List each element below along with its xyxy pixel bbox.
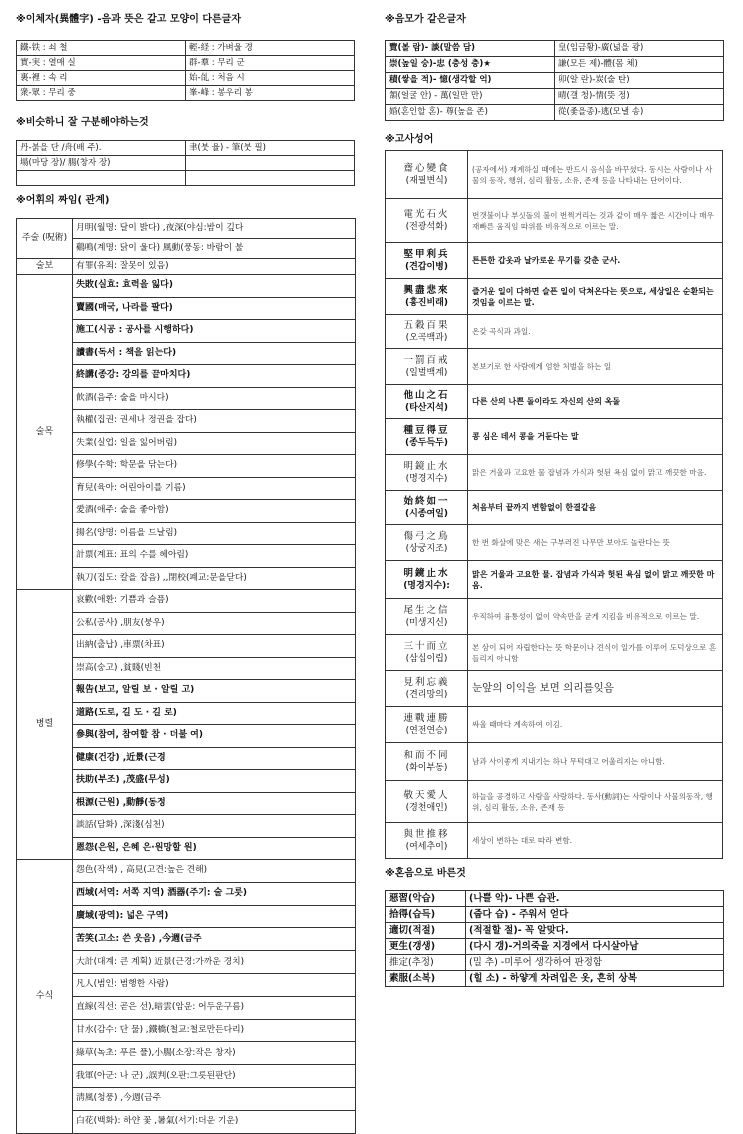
idiom-reading: (오곡백과) (405, 332, 448, 343)
table-row (386, 907, 724, 923)
table-cell: (적절할 절)- 꼭 알맞다. (466, 923, 724, 939)
table-cell: 群-羣 : 무리 군 (186, 56, 355, 71)
list-item: 讀書(독서 : 책을 읽는다) (73, 342, 356, 365)
idiom-row (386, 707, 723, 743)
list-item: 有罪(유죄: 잘못이 있음) (73, 259, 356, 275)
table-cell: 皇(임금황)-廣(넓을 광) (555, 41, 724, 57)
idiom-row (386, 781, 723, 823)
list-item: 修學(수학: 학문을 닦는다) (73, 455, 356, 478)
section-title-word-structure: ※어휘의 짜임( 관계) (16, 195, 110, 206)
list-item: 飮酒(음주: 술을 마시다) (73, 387, 356, 410)
table-cell: 謙(모든 제)-體(몸 체) (555, 57, 724, 73)
table-row (17, 259, 356, 275)
list-item: 恩怨(은원, 은혜 은·원망할 원) (73, 837, 356, 860)
idiom-reading: (견리망의) (405, 689, 448, 700)
list-item: 崇高(숭고) ,貧賤(빈천 (73, 657, 356, 680)
table-cell: (줍다 습) - 주워서 얻다 (466, 907, 724, 923)
list-item: 執權(집권: 권세나 정권을 잡다) (73, 410, 356, 433)
jusul-label: 주술 (呪術) (17, 219, 73, 259)
idiom-reading: (종두득두) (404, 437, 448, 448)
section-title-same-radical: ※음모가 같은글자 (385, 14, 466, 25)
idiom-hanja: 傷弓之鳥 (403, 530, 450, 542)
table-row (386, 955, 724, 971)
table-cell: 覽(볼 람)- 談(말씀 담) (386, 41, 555, 57)
idiom-hanja: 齋心變食 (403, 162, 450, 174)
idiom-meaning: 맑은 거울과 고요한 물 잡념과 가식과 헛된 욕심 없이 맑고 깨끗한 마음. (468, 455, 723, 491)
table-row (386, 891, 724, 907)
list-item: 失業(실업: 일을 잃어버림) (73, 432, 356, 455)
table-row (17, 275, 356, 298)
table-row (17, 41, 355, 56)
idiom-reading: (흥진비래) (404, 297, 448, 308)
idiom-hanja: 始終如一 (403, 495, 450, 507)
table-cell: 峯-峰 : 봉우리 봉 (186, 86, 355, 101)
idiom-hanja: 三十而立 (403, 640, 450, 652)
list-item: 我軍(아군: 나 군) ,誤判(오판:그릇된판단) (73, 1065, 356, 1088)
correct-reading-table (385, 890, 724, 987)
list-item: 揚名(양명: 이름을 드날림) (73, 522, 356, 545)
table-row (17, 219, 356, 239)
table-row (17, 590, 356, 613)
table-row (386, 41, 724, 57)
list-item: 甘水(감수: 단 물) ,鐵橋(철교:철로만든다리) (73, 1019, 356, 1042)
list-item: 白花(백화): 하얀 꽃 ,暑氣(서기:더운 기운) (73, 1110, 356, 1133)
idiom-reading: (삼십이립) (405, 653, 448, 664)
list-item: 終講(종강: 강의를 끝마치다) (73, 365, 356, 388)
table-row (386, 971, 724, 987)
idiom-meaning: 한 번 화살에 맞은 새는 구부러진 나무만 보아도 놀란다는 뜻 (468, 525, 723, 561)
similar-chars-table (16, 140, 355, 186)
idiom-meaning: 처음부터 끝까지 변함없이 한결같음 (468, 491, 723, 525)
idiom-meaning: 즐거운 일이 다하면 슬픈 일이 닥쳐온다는 뜻으로, 세상일은 순환되는 것임을 이르는 말. (468, 279, 723, 315)
idiom-reading: (명경지수): (403, 580, 450, 591)
idiom-hanja: 尾生之信 (403, 604, 450, 616)
list-item: 賣國(매국, 나라를 팔다) (73, 297, 356, 320)
table-cell: 推定(추정) (386, 955, 466, 971)
idiom-hanja-cell (386, 599, 468, 635)
idiom-meaning: 번갯불이나 부싯돌의 불이 번쩍거리는 것과 같이 매우 짧은 시간이나 매우 재빠른 움직임 따위를 비유적으로 이르는 말. (468, 199, 723, 243)
list-item: 執刀(집도: 칼을 잡음) ,,閉校(폐교:문을닫다) (73, 567, 356, 590)
idiom-hanja-cell (386, 671, 468, 707)
idiom-row (386, 635, 723, 671)
table-cell: 頷(얼굴 안) - 萬(일만 만) (386, 89, 555, 105)
idiom-row (386, 243, 723, 279)
idiom-hanja-cell (386, 823, 468, 859)
table-row (386, 89, 724, 105)
table-row (17, 156, 355, 171)
idiom-hanja-cell (386, 349, 468, 385)
idiom-hanja-cell (386, 525, 468, 561)
section-title-correct-reading: ※혼음으로 바른것 (385, 868, 466, 879)
table-cell: 聿(붓 율) - 筆(붓 필) (186, 141, 355, 156)
idiom-row (386, 349, 723, 385)
idiom-reading: (일벌백계) (405, 367, 448, 378)
idiom-meaning: 하늘을 공경하고 사람을 사랑하다. 동사(動詞)는 사람이나 사물의동작, 행위, 심리 활동, 소유, 존재 등 (468, 781, 723, 823)
idiom-reading: (시종여일) (404, 508, 448, 519)
table-row (386, 923, 724, 939)
idiom-hanja: 種豆得豆 (403, 424, 450, 436)
idiom-hanja-cell (386, 561, 468, 599)
idiom-hanja-cell (386, 315, 468, 349)
idiom-hanja-cell (386, 781, 468, 823)
table-cell: 實-実 : 열매 실 (17, 56, 186, 71)
table-cell: 鐵-铁 : 쇠 철 (17, 41, 186, 56)
section-title-similar-chars: ※비슷하니 잘 구분해야하는것 (16, 117, 149, 128)
idiom-hanja: 電光石火 (403, 208, 450, 220)
idiom-hanja-cell (386, 635, 468, 671)
word-structure-table (16, 218, 356, 1134)
idiom-reading: (상궁지조) (405, 543, 448, 554)
idiom-meaning: 튼튼한 갑옷과 날카로운 무기를 갖춘 군사. (468, 243, 723, 279)
section-title-variant-chars: ※이체자(異體字) -음과 뜻은 같고 모양이 다른글자 (16, 14, 241, 25)
idiom-row (386, 199, 723, 243)
idiom-hanja-cell (386, 279, 468, 315)
list-item: 根源(근원) ,動靜(동정 (73, 792, 356, 815)
list-item: 參與(참여, 참여할 참 · 더불 여) (73, 725, 356, 748)
idiom-reading: (명경지수) (405, 473, 448, 484)
list-item: 苦笑(고소: 쓴 웃음) ,今週(금주 (73, 928, 356, 951)
idiom-meaning: 우직하여 융통성이 없이 약속만을 굳게 지킴을 비유적으로 이르는 말. (468, 599, 723, 635)
list-item: 淸風(청풍) ,今週(금주 (73, 1087, 356, 1110)
idiom-hanja-cell (386, 419, 468, 455)
list-item: 西域(서역: 서쪽 지역) 酒器(주기: 술 그릇) (73, 882, 356, 905)
idiom-hanja-cell (386, 151, 468, 199)
idiom-row (386, 279, 723, 315)
idiom-meaning: 본 삼이 되어 자립한다는 뜻 학문이나 견식이 일가를 이루어 도덕상으로 흔들리지 아니함 (468, 635, 723, 671)
idiom-hanja: 他山之石 (403, 389, 450, 401)
variant-chars-table (16, 40, 355, 101)
table-row (386, 57, 724, 73)
idiom-reading: (여세추이) (405, 841, 448, 852)
table-cell: 從(좇을종)-逃(모낼 송) (555, 105, 724, 121)
idiom-hanja-cell (386, 743, 468, 781)
idiom-meaning: 맑은 거울과 고요한 물. 잡념과 가식과 헛된 욕심 없이 맑고 깨끗한 마음. (468, 561, 723, 599)
list-item: 鷄鳴(계명: 닭이 울다) 風動(풍동: 바람이 불 (73, 239, 356, 259)
idiom-row (386, 455, 723, 491)
list-item: 哀歡(애환: 기쁨과 슬픔) (73, 590, 356, 613)
idiom-row (386, 599, 723, 635)
table-row (386, 939, 724, 955)
list-item: 凡人(범인: 범행한 사람) (73, 973, 356, 996)
idiom-reading: (견갑이병) (404, 261, 448, 272)
table-cell: 拾得(습득) (386, 907, 466, 923)
table-cell: 適切(적절) (386, 923, 466, 939)
sulmok-label: 술목 (17, 275, 73, 590)
list-item: 計票(계표: 표의 수를 헤아림) (73, 545, 356, 568)
idiom-hanja: 一罰百戒 (403, 354, 450, 366)
idiom-hanja-cell (386, 491, 468, 525)
idiom-reading: (경천애인) (405, 802, 448, 813)
list-item: 報告(보고, 알릴 보 · 알릴 고) (73, 680, 356, 703)
idiom-reading: (미생지신) (405, 617, 448, 628)
list-item: 失敗(실효: 효력을 잃다) (73, 275, 356, 298)
idioms-table (385, 150, 723, 859)
susik-label: 수식 (17, 860, 73, 1134)
table-cell: (다시 갱)-거의죽을 지경에서 다시살아남 (466, 939, 724, 955)
idiom-row (386, 491, 723, 525)
list-item: 扶助(부조) ,茂盛(무성) (73, 770, 356, 793)
idiom-hanja: 見利忘義 (403, 676, 450, 688)
byeongryeol-label: 병렬 (17, 590, 73, 860)
idiom-hanja: 與世推移 (403, 828, 450, 840)
table-row (386, 105, 724, 121)
idiom-hanja-cell (386, 243, 468, 279)
idiom-hanja-cell (386, 455, 468, 491)
list-item: 道路(도로, 길 도 · 길 로) (73, 702, 356, 725)
table-cell: 場(마당 장)/ 腸(창자 장) (17, 156, 186, 171)
table-cell (186, 171, 355, 186)
table-cell: 更生(갱생) (386, 939, 466, 955)
table-cell: 卯(알 란)-炭(술 탄) (555, 73, 724, 89)
idiom-meaning: 다른 산의 나쁜 돌이라도 자신의 산의 옥돌 (468, 385, 723, 419)
idiom-row (386, 385, 723, 419)
idiom-meaning: 온갖 곡식과 과일. (468, 315, 723, 349)
idiom-hanja: 五穀百果 (403, 319, 450, 331)
table-row (17, 71, 355, 86)
idiom-hanja-cell (386, 385, 468, 419)
list-item: 談話(담화) ,深淺(심천) (73, 815, 356, 838)
idiom-hanja: 明鏡止水 (403, 460, 450, 472)
list-item: 怨色(작색) , 高見(고견:높은 견해) (73, 860, 356, 883)
table-row (17, 86, 355, 101)
idiom-meaning: 본보기로 한 사람에게 엄한 처벌을 하는 일 (468, 349, 723, 385)
table-row (386, 73, 724, 89)
list-item: 公私(공사) ,朋友(붕우) (73, 612, 356, 635)
idiom-row (386, 823, 723, 859)
table-cell (186, 156, 355, 171)
table-cell: 衆-眾 : 무리 중 (17, 86, 186, 101)
table-cell: 素服(소복) (386, 971, 466, 987)
idiom-row (386, 315, 723, 349)
table-cell: (밀 추) -미루어 생각하여 판정함 (466, 955, 724, 971)
idiom-row (386, 419, 723, 455)
table-row (17, 171, 355, 186)
idiom-hanja: 堅甲利兵 (403, 248, 450, 260)
idiom-meaning: 콩 심은 데서 콩을 거둔다는 말 (468, 419, 723, 455)
table-row (17, 141, 355, 156)
idiom-row (386, 151, 723, 199)
list-item: 綠草(녹초: 푸른 풀),小腸(소장:작은 창자) (73, 1042, 356, 1065)
idiom-meaning: 싸울 때마다 계속하여 이김. (468, 707, 723, 743)
idiom-hanja: 興盡悲來 (403, 284, 450, 296)
idiom-hanja: 和而不同 (403, 749, 450, 761)
idiom-hanja: 明鏡止水 (403, 567, 450, 579)
idiom-reading: (재필변식) (405, 175, 448, 186)
idiom-meaning: 세상이 변하는 대로 따라 변함. (468, 823, 723, 859)
list-item: 大計(대계: 큰 계획) 近景(근경:가까운 경치) (73, 951, 356, 974)
idiom-meaning: 눈앞의 이익을 보면 의리를잊음 (468, 671, 723, 707)
table-cell (17, 171, 186, 186)
idiom-hanja-cell (386, 707, 468, 743)
table-row (17, 56, 355, 71)
idiom-reading: (전광석화) (405, 221, 448, 232)
list-item: 直線(직선: 곧은 선),暗雲(암운: 어두운구름) (73, 996, 356, 1019)
idiom-reading: (화이부동) (405, 762, 448, 773)
idiom-row (386, 525, 723, 561)
table-cell: 輕-経 : 가벼울 경 (186, 41, 355, 56)
table-cell: 裏-裡 : 속 리 (17, 71, 186, 86)
idiom-meaning: 남과 사이좋게 지내기는 하나 무턱대고 어울리지는 아니함. (468, 743, 723, 781)
idiom-row (386, 561, 723, 599)
list-item: 育兒(육아: 어린아이를 기름) (73, 477, 356, 500)
list-item: 愛酒(애주: 술을 좋아함) (73, 500, 356, 523)
table-cell: 晴(갤 청)-情(뜻 정) (555, 89, 724, 105)
table-cell: 崇(높일 숭)-忠 (충성 충)★ (386, 57, 555, 73)
idiom-row (386, 671, 723, 707)
list-item: 施工(시공 : 공사를 시행하다) (73, 320, 356, 343)
idiom-hanja: 敬天愛人 (403, 789, 450, 801)
list-item: 出納(출납) ,車票(차표) (73, 635, 356, 658)
table-cell: 婚(혼인할 혼)- 尊(높을 존) (386, 105, 555, 121)
table-cell: 丹-붉을 단 /舟(배 주). (17, 141, 186, 156)
table-cell: 始-乨 : 처음 시 (186, 71, 355, 86)
sulbo-label: 술보 (17, 259, 73, 275)
list-item: 廣域(광역): 넓은 구역) (73, 905, 356, 928)
table-row (17, 860, 356, 883)
idiom-reading: (연전연승) (405, 725, 448, 736)
idiom-reading: (타산지석) (404, 402, 448, 413)
list-item: 月明(월명: 달이 밝다) ,夜深(야심:밤이 깊다 (73, 219, 356, 239)
same-radical-table (385, 40, 724, 121)
table-cell: (나쁠 악)- 나쁜 습관. (466, 891, 724, 907)
idiom-hanja-cell (386, 199, 468, 243)
table-cell: (힐 소) - 하얗게 차려입은 옷, 흔히 상복 (466, 971, 724, 987)
section-title-idioms: ※고사성어 (385, 134, 434, 145)
idiom-hanja: 連戰連勝 (403, 712, 450, 724)
idiom-row (386, 743, 723, 781)
table-cell: 惡習(악습) (386, 891, 466, 907)
list-item: 健康(건강) ,近景(근경 (73, 747, 356, 770)
table-cell: 積(쌓을 적)- 憶(생각할 억) (386, 73, 555, 89)
idiom-meaning: (공자에서) 재계하실 때에는 반드시 음식을 바꾸셨다. 동시는 사람이나 사물의 동작, 행위, 심리 활동, 소유, 존재 등을 나타내는 단어이다. (468, 151, 723, 199)
